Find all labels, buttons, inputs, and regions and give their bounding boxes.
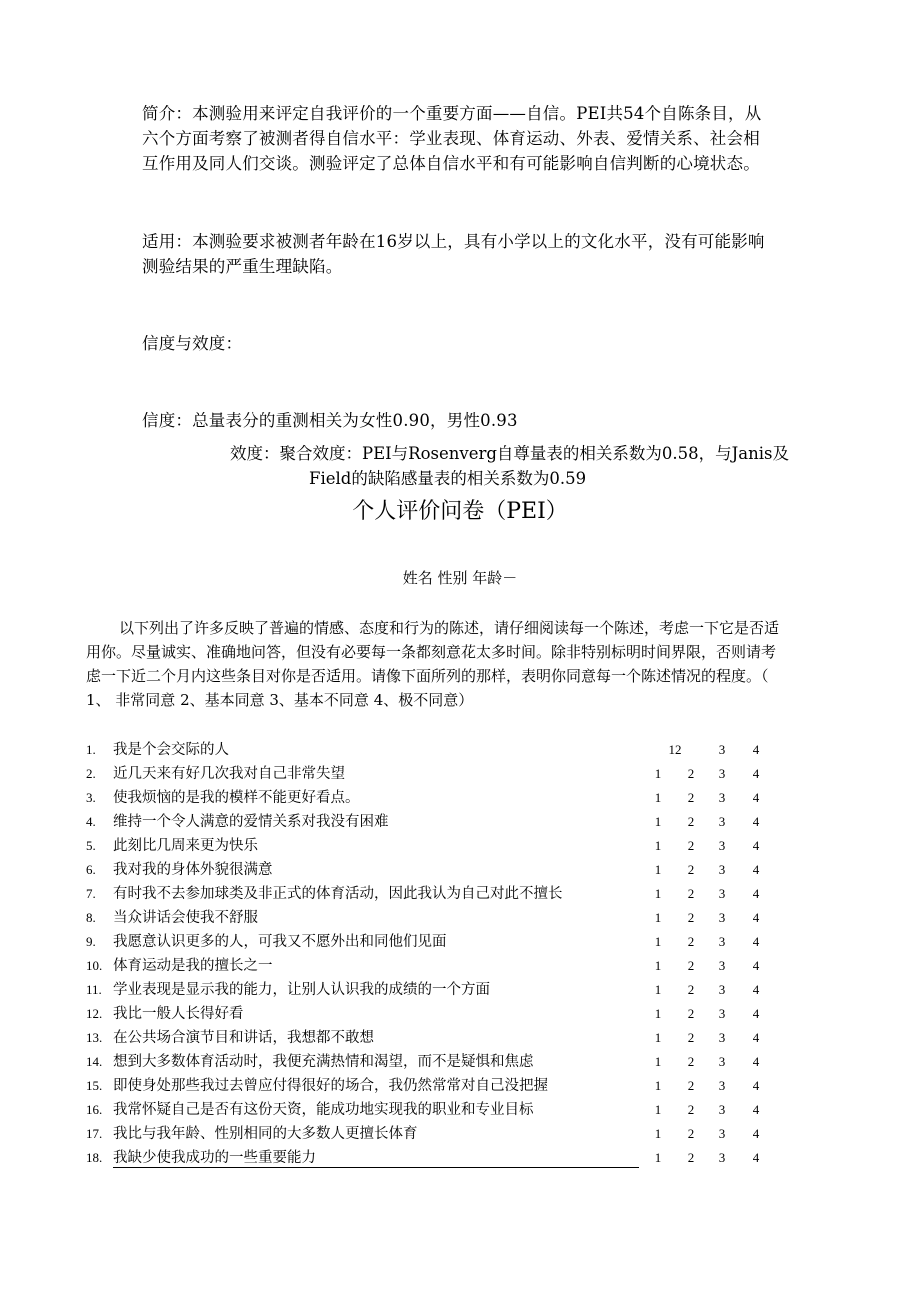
option-2[interactable]: 2 — [687, 814, 695, 829]
item-text: 此刻比几周来更为快乐 — [113, 838, 258, 854]
option-4[interactable]: 4 — [752, 1078, 760, 1093]
option-1[interactable]: 1 — [654, 1030, 662, 1045]
item-row — [86, 786, 786, 810]
item-number: 5. — [86, 838, 96, 853]
option-2[interactable]: 2 — [687, 1150, 695, 1165]
intro-line: 六个方面考察了被测者得自信水平：学业表现、体育运动、外表、爱情关系、社会相 — [142, 129, 760, 148]
item-row — [86, 906, 786, 930]
instructions-line: 用你。尽量诚实、准确地问答，但没有必要每一条都刻意花太多时间。除非特别标明时间界限，否则请考 — [86, 643, 777, 661]
option-4[interactable]: 4 — [752, 1126, 760, 1141]
item-number: 7. — [86, 886, 96, 901]
item-row — [86, 1098, 786, 1122]
item-number: 13. — [86, 1030, 103, 1045]
item-row — [86, 978, 786, 1002]
option-1-2[interactable]: 12 — [668, 742, 682, 757]
item-number: 17. — [86, 1126, 103, 1141]
option-1[interactable]: 1 — [654, 958, 662, 973]
item-number: 2. — [86, 766, 96, 781]
option-3[interactable]: 3 — [718, 1126, 726, 1141]
intro-line: 简介：本测验用来评定自我评价的一个重要方面——自信。PEI共54个自陈条目，从 — [142, 104, 762, 123]
instructions-line: 1、 非常同意 2、基本同意 3、基本不同意 4、极不同意） — [86, 691, 474, 709]
option-1[interactable]: 1 — [654, 1150, 662, 1165]
item-number: 15. — [86, 1078, 103, 1093]
option-4[interactable]: 4 — [752, 1006, 760, 1021]
option-4[interactable]: 4 — [752, 910, 760, 925]
applicability-line: 测验结果的严重生理缺陷。 — [142, 257, 343, 276]
item-number: 4. — [86, 814, 96, 829]
option-2[interactable]: 2 — [687, 1030, 695, 1045]
item-text: 当众讲话会使我不舒服 — [113, 910, 258, 926]
option-1[interactable]: 1 — [654, 1054, 662, 1069]
option-2[interactable]: 2 — [687, 766, 695, 781]
intro-paragraph — [142, 101, 832, 176]
item-row — [86, 1074, 786, 1098]
item-text: 近几天来有好几次我对自己非常失望 — [113, 766, 345, 782]
item-row — [86, 1122, 786, 1146]
item-text: 有时我不去参加球类及非正式的体育活动，因此我认为自己对此不擅长 — [113, 886, 563, 902]
option-3[interactable]: 3 — [718, 766, 726, 781]
item-text: 我缺少使我成功的一些重要能力 — [113, 1150, 316, 1166]
option-1[interactable]: 1 — [654, 1078, 662, 1093]
option-1[interactable]: 1 — [654, 790, 662, 805]
item-text: 我常怀疑自己是否有这份天资，能成功地实现我的职业和专业目标 — [113, 1102, 534, 1118]
option-4[interactable]: 4 — [752, 982, 760, 997]
item-row — [86, 762, 786, 786]
item-row — [86, 1002, 786, 1026]
item-row — [86, 810, 786, 834]
item-row — [86, 1050, 786, 1074]
option-1[interactable]: 1 — [654, 910, 662, 925]
questionnaire-title: 个人评价问卷（PEI） — [352, 499, 568, 524]
applicability-line: 适用：本测验要求被测者年龄在16岁以上，具有小学以上的文化水平，没有可能影响 — [142, 232, 765, 251]
option-1[interactable]: 1 — [654, 1006, 662, 1021]
option-4[interactable]: 4 — [752, 862, 760, 877]
option-3[interactable]: 3 — [718, 934, 726, 949]
item-number: 18. — [86, 1150, 103, 1165]
item-text: 维持一个令人满意的爱情关系对我没有困难 — [113, 814, 389, 830]
item-number: 8. — [86, 910, 96, 925]
item-row — [86, 834, 786, 858]
option-2[interactable]: 2 — [687, 1126, 695, 1141]
option-3[interactable]: 3 — [718, 1150, 726, 1165]
option-4[interactable]: 4 — [752, 1102, 760, 1117]
item-row — [86, 1026, 786, 1050]
option-1[interactable]: 1 — [654, 1126, 662, 1141]
option-2[interactable]: 2 — [687, 862, 695, 877]
item-number: 14. — [86, 1054, 103, 1069]
item-number: 3. — [86, 790, 96, 805]
item-row — [86, 738, 786, 762]
reliability-text: 信度：总量表分的重测相关为女性0.90，男性0.93 — [142, 411, 518, 430]
item-text: 即使身处那些我过去曾应付得很好的场合，我仍然常常对自己没把握 — [113, 1078, 548, 1094]
item-number: 1. — [86, 742, 96, 757]
respondent-info-line: 姓名 性别 年龄－ — [402, 569, 518, 587]
option-4[interactable]: 4 — [752, 886, 760, 901]
item-text: 我比与我年龄、性别相同的大多数人更擅长体育 — [113, 1126, 418, 1142]
item-text: 在公共场合演节目和讲话，我想都不敢想 — [113, 1030, 374, 1046]
item-row — [86, 882, 786, 906]
option-4[interactable]: 4 — [752, 1030, 760, 1045]
instructions-line: 虑一下近二个月内这些条目对你是否适用。请像下面所列的那样，表明你同意每一个陈述情况的程度。（ — [86, 667, 769, 685]
option-4[interactable]: 4 — [752, 958, 760, 973]
option-2[interactable]: 2 — [687, 838, 695, 853]
option-2[interactable]: 2 — [687, 982, 695, 997]
item-text: 想到大多数体育活动时，我便充满热情和渴望，而不是疑惧和焦虑 — [113, 1054, 534, 1070]
option-1[interactable]: 1 — [654, 1102, 662, 1117]
item-text: 我是个会交际的人 — [113, 742, 229, 758]
option-4[interactable]: 4 — [752, 1150, 760, 1165]
option-4[interactable]: 4 — [752, 766, 760, 781]
option-1[interactable]: 1 — [654, 814, 662, 829]
option-2[interactable]: 2 — [687, 958, 695, 973]
item-number: 9. — [86, 934, 96, 949]
item-number: 10. — [86, 958, 103, 973]
item-text: 体育运动是我的擅长之一 — [113, 958, 273, 974]
item-text: 使我烦恼的是我的模样不能更好看点。 — [113, 790, 360, 806]
option-1[interactable]: 1 — [654, 982, 662, 997]
option-3[interactable]: 3 — [718, 886, 726, 901]
option-1[interactable]: 1 — [654, 862, 662, 877]
validity-line-2: Field的缺陷感量表的相关系数为0.59 — [309, 469, 587, 488]
item-row — [86, 930, 786, 954]
item-text: 我对我的身体外貌很满意 — [113, 862, 273, 878]
option-2[interactable]: 2 — [687, 934, 695, 949]
option-2[interactable]: 2 — [687, 1078, 695, 1093]
validity-line-1: 效度：聚合效度：PEI与Rosenverg自尊量表的相关系数为0.58，与Janis及 — [230, 444, 789, 463]
option-4[interactable]: 4 — [752, 790, 760, 805]
option-1[interactable]: 1 — [654, 838, 662, 853]
item-text: 我愿意认识更多的人，可我又不愿外出和同他们见面 — [113, 934, 447, 950]
option-4[interactable]: 4 — [752, 838, 760, 853]
item-number: 6. — [86, 862, 96, 877]
option-2[interactable]: 2 — [687, 1054, 695, 1069]
instructions-paragraph — [86, 616, 846, 712]
option-3[interactable]: 3 — [718, 838, 726, 853]
option-3[interactable]: 3 — [718, 958, 726, 973]
option-3[interactable]: 3 — [718, 982, 726, 997]
option-3[interactable]: 3 — [718, 814, 726, 829]
last-item-underline — [113, 1167, 639, 1168]
option-1[interactable]: 1 — [654, 766, 662, 781]
item-number: 12. — [86, 1006, 103, 1021]
option-1[interactable]: 1 — [654, 886, 662, 901]
intro-line: 互作用及同人们交谈。测验评定了总体自信水平和有可能影响自信判断的心境状态。 — [142, 154, 760, 173]
item-text: 我比一般人长得好看 — [113, 1006, 244, 1022]
option-3[interactable]: 3 — [718, 1006, 726, 1021]
option-3[interactable]: 3 — [718, 1102, 726, 1117]
item-list — [86, 738, 786, 1170]
item-number: 11. — [86, 982, 102, 997]
option-2[interactable]: 2 — [687, 886, 695, 901]
applicability-paragraph — [142, 229, 832, 279]
option-2[interactable]: 2 — [687, 910, 695, 925]
reliability-validity-heading: 信度与效度： — [142, 334, 243, 353]
option-4[interactable]: 4 — [752, 814, 760, 829]
instructions-line: 以下列出了许多反映了普遍的情感、态度和行为的陈述，请仔细阅读每一个陈述，考虑一下它是否适 — [119, 619, 780, 637]
option-3[interactable]: 3 — [718, 1030, 726, 1045]
option-1[interactable]: 1 — [654, 934, 662, 949]
option-3[interactable]: 3 — [718, 910, 726, 925]
option-3[interactable]: 3 — [718, 742, 726, 757]
option-2[interactable]: 2 — [687, 1006, 695, 1021]
item-text: 学业表现是显示我的能力，让别人认识我的成绩的一个方面 — [113, 982, 490, 998]
option-3[interactable]: 3 — [718, 790, 726, 805]
option-3[interactable]: 3 — [718, 1054, 726, 1069]
item-row — [86, 954, 786, 978]
option-4[interactable]: 4 — [752, 934, 760, 949]
option-3[interactable]: 3 — [718, 1078, 726, 1093]
item-row — [86, 858, 786, 882]
option-4[interactable]: 4 — [752, 742, 760, 757]
option-3[interactable]: 3 — [718, 862, 726, 877]
option-2[interactable]: 2 — [687, 790, 695, 805]
option-2[interactable]: 2 — [687, 1102, 695, 1117]
option-4[interactable]: 4 — [752, 1054, 760, 1069]
item-number: 16. — [86, 1102, 103, 1117]
